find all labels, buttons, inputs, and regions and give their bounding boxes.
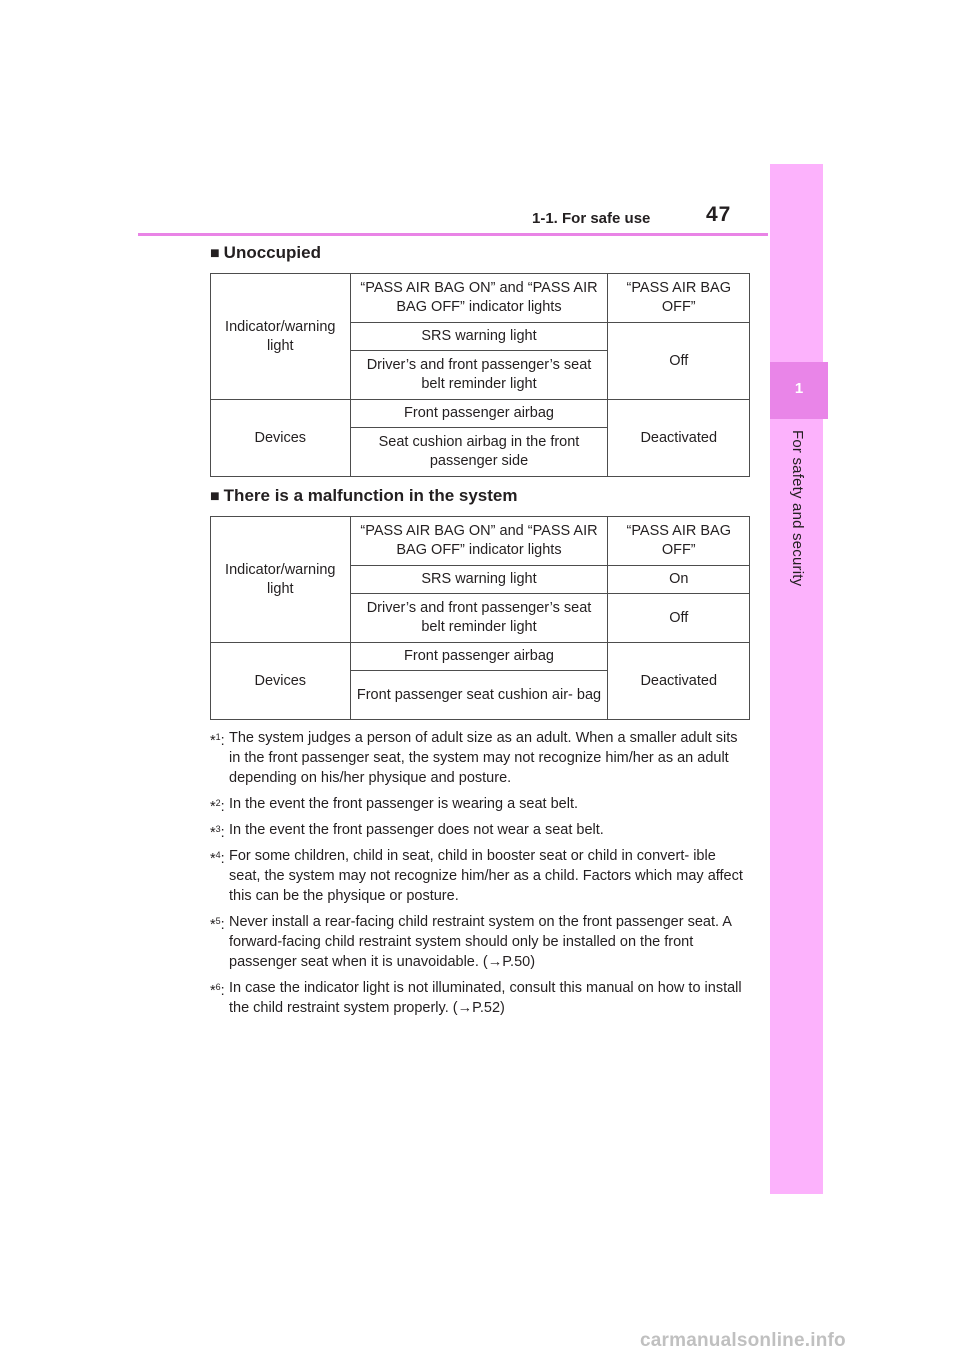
table-cell: Driver’s and front passenger’s seat belt reminder light [350, 351, 608, 400]
footnote-marker: *$^3$: [210, 824, 225, 841]
table-cell: Deactivated [608, 400, 750, 477]
section-title: 1-1. For safe use [532, 210, 651, 227]
table-cell: “PASS AIR BAG ON” and “PASS AIR BAG OFF” indicator lights [350, 517, 608, 566]
footnote-text: Never install a rear-facing child restraint system on the front passenger seat. A forward-facing child restraint system should only be installed on the front passenger seat when it is unavoidable. (→P.50) [229, 914, 732, 970]
footnote-marker: *$^2$: [210, 798, 225, 815]
footnote-marker: *$^4$: [210, 850, 225, 867]
chapter-side-tab [770, 164, 823, 1194]
table-cell: Off [608, 323, 750, 400]
table-cell: SRS warning light [350, 323, 608, 351]
footnote-text: In the event the front passenger does not wear a seat belt. [229, 822, 604, 838]
page-number: 47 [706, 203, 732, 226]
table-cell: Driver’s and front passenger’s seat belt reminder light [350, 594, 608, 643]
footnote-text: The system judges a person of adult size as an adult. When a smaller adult sits in the front passenger seat, the system may not recognize him/her as an adult depending on his/her physique and posture. [229, 730, 738, 786]
footnote [210, 728, 750, 788]
table-cell: Indicator/warning light [211, 517, 351, 643]
table-cell: On [608, 566, 750, 594]
section-heading-text: There is a malfunction in the system [223, 486, 518, 505]
table-cell: “PASS AIR BAG OFF” [608, 517, 750, 566]
footnote-marker: *$^6$: [210, 982, 225, 999]
square-bullet-icon: ■ [210, 488, 220, 505]
table-cell: Devices [211, 643, 351, 720]
footnote [210, 978, 750, 1018]
table-cell: Seat cushion airbag in the front passenger side [350, 428, 608, 477]
footnote-marker: *$^5$: [210, 916, 225, 933]
footnote [210, 912, 750, 972]
chapter-number: 1 [794, 380, 804, 397]
section-heading-text: Unoccupied [223, 243, 321, 262]
chapter-label: For safety and security [789, 430, 806, 587]
table-cell: Front passenger airbag [350, 643, 608, 671]
table-cell: Front passenger seat cushion air- bag [350, 671, 608, 720]
table-cell: “PASS AIR BAG OFF” [608, 274, 750, 323]
section-heading-unoccupied [210, 243, 321, 263]
footnote [210, 794, 750, 814]
square-bullet-icon: ■ [210, 245, 220, 262]
footnotes [210, 728, 750, 1024]
footnote [210, 820, 750, 840]
footnote-text: For some children, child in seat, child in booster seat or child in convert- ible seat, the system may not recognize him/her as a child. Factors which may affect this can be the physique or posture. [229, 848, 743, 904]
table-cell: Indicator/warning light [211, 274, 351, 400]
table-cell: Front passenger airbag [350, 400, 608, 428]
footnote-marker: *$^1$: [210, 732, 225, 749]
footnote [210, 846, 750, 906]
table-cell: Devices [211, 400, 351, 477]
table-cell: “PASS AIR BAG ON” and “PASS AIR BAG OFF” indicator lights [350, 274, 608, 323]
footnote-text: In case the indicator light is not illuminated, consult this manual on how to install the child restraint system properly. (→P.52) [229, 980, 742, 1016]
watermark: carmanualsonline.info [640, 1330, 846, 1351]
table-cell: Deactivated [608, 643, 750, 720]
table-cell: Off [608, 594, 750, 643]
status-table-malfunction [210, 516, 750, 720]
footnote-text: In the event the front passenger is wearing a seat belt. [229, 796, 579, 812]
status-table-unoccupied [210, 273, 750, 477]
header-divider [138, 233, 768, 236]
section-heading-malfunction [210, 486, 517, 506]
table-cell: SRS warning light [350, 566, 608, 594]
